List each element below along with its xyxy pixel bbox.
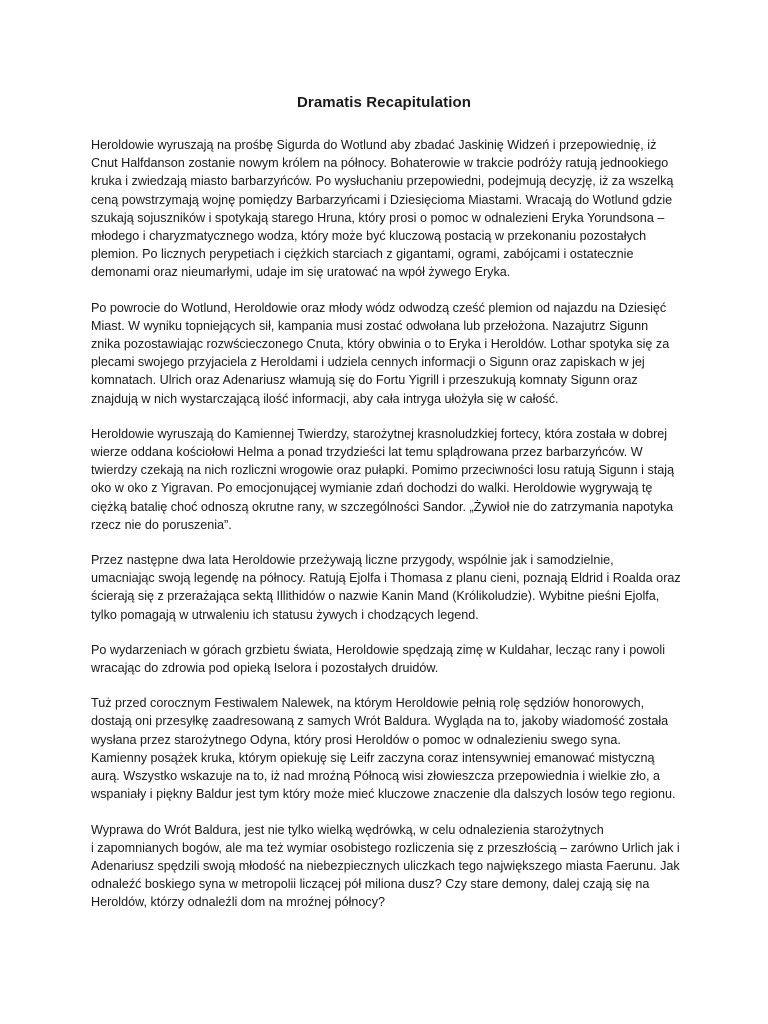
body-paragraph — [91, 551, 691, 624]
paragraph-line: Wyprawa do Wrót Baldura, jest nie tylko wielką wędrówką, w celu odnalezienia starożytnych — [91, 822, 604, 837]
paragraph-line: ścierają się z przerażająca sektą Illithidów o nazwie Kanin Mand (Królikoludzie). Wybitne pieśni Ejolfa, — [91, 589, 660, 604]
paragraph-line: dostają oni przesyłkę zaadresowaną z samych Wrót Baldura. Wygląda na to, jakoby wiadomość została — [91, 714, 669, 729]
paragraph-line: rzecz nie do poruszenia”. — [91, 517, 232, 532]
body-paragraph — [91, 136, 691, 282]
paragraph-line: ciężką batalię choć odnoszą okrutne rany, w szczególności Sandor. „Żywioł nie do zatrzymania napotyka — [91, 499, 674, 514]
paragraph-line: plemion. Po licznych perypetiach i ciężkich starciach z gigantami, ogrami, zabójcami i ostatecznie — [91, 247, 634, 262]
paragraph-line: Heroldów, którzy odnaleźli dom na mroźnej północy? — [91, 895, 386, 910]
paragraph-line: i zapomnianych bogów, ale ma też wymiar osobistego rozliczenia się z przeszłością – zarówno Urlich jak i — [91, 840, 680, 855]
paragraph-line: wierze oddana kościołowi Helma a ponad trzydzieści lat temu splądrowana przez barbarzyńców. W — [91, 445, 643, 460]
body-paragraph — [91, 694, 691, 803]
paragraph-line: oko w oko z Yigravan. Po emocjonującej wymianie zdań dochodzi do walki. Heroldowie wygrywają tę — [91, 481, 653, 496]
paragraph-line: wracając do zdrowia pod opieką Iselora i pozostałych druidów. — [91, 661, 439, 676]
body-paragraph — [91, 641, 691, 677]
paragraph-line: szukają sojuszników i spotykają starego Hruna, który prosi o pomoc w odnalezieni Eryka Yorundsona – — [91, 210, 665, 225]
paragraph-line: Heroldowie wyruszają do Kamiennej Twierdzy, starożytnej krasnoludzkiej fortecy, która została w dobrej — [91, 426, 668, 441]
document-title: Dramatis Recapitulation — [296, 94, 471, 111]
body-paragraph — [91, 425, 691, 534]
body-paragraph — [91, 821, 691, 912]
paragraph-line: kruka i zwiedzają miasto barbarzyńców. Po wysłuchaniu przepowiedni, podejmują decyzję, iż za wszelką — [91, 174, 674, 189]
paragraph-line: Cnut Halfdanson zostanie nowym królem na północy. Bohaterowie w trakcie podróży ratują jednookiego — [91, 156, 669, 171]
paragraph-line: umacniając swoją legendę na północy. Ratują Ejolfa i Thomasa z planu cieni, poznają Eldrid i Roalda oraz — [91, 571, 681, 586]
paragraph-line: Heroldowie wyruszają na prośbę Sigurda do Wotlund aby zbadać Jaskinię Widzeń i przepowiednię, iż — [91, 138, 657, 152]
paragraph-line: ceną powstrzymają wojnę pomiędzy Barbarzyńcami i Dziesięcioma Miastami. Wracają do Wotlund gdzie — [91, 192, 673, 207]
paragraph-line: Po wydarzeniach w górach grzbietu świata, Heroldowie spędzają zimę w Kuldahar, lecząc rany i powoli — [91, 642, 665, 657]
paragraph-line: znika pozostawiając rozwścieczonego Cnuta, który obwinia o to Eryka i Heroldów. Lothar spotyka się za — [91, 337, 670, 352]
paragraph-line: tylko pomagają w utrwaleniu ich statusu żywych i chodzących legend. — [91, 607, 479, 622]
paragraph-line: komnatach. Ulrich oraz Adenariusz włamują się do Fortu Yigrill i przeszukują komnaty Sigunn oraz — [91, 373, 638, 388]
paragraph-line: znajdują w nich wystarczającą ilość informacji, aby cała intryga ułożyła się w całość. — [91, 391, 559, 406]
paragraph-line: Kamienny posążek kruka, którym opiekuję się Leifr zaczyna coraz intensywniej emanować mistyczną — [91, 750, 655, 765]
paragraph-line: demonami oraz nieumarłymi, udaje im się uratować na wpół żywego Eryka. — [91, 265, 511, 280]
paragraph-line: plecami swojego przyjaciela z Heroldami i udziela cennych informacji o Sigunn oraz zapiskach w jej — [91, 355, 645, 370]
paragraph-line: Miast. W wyniku topniejących sił, kampania musi zostać odwołana lub przełożona. Nazajutrz Sigunn — [91, 318, 649, 333]
paragraph-line: Tuż przed corocznym Festiwalem Nalewek, na którym Heroldowie pełnią rolę sędziów honorowych, — [91, 696, 645, 711]
paragraph-line: odnaleźć boskiego syna w metropolii liczącej pół miliona dusz? Czy stare demony, dalej czają się na — [91, 877, 650, 892]
paragraph-line: wysłana przez starożytnego Odyna, który prosi Heroldów o pomoc w odnalezieniu swego syna. — [91, 732, 621, 747]
paragraph-line: Po powrocie do Wotlund, Heroldowie oraz młody wódz odwodzą cześć plemion od najazdu na Dziesięć — [91, 300, 667, 315]
paragraph-line: wspaniały i piękny Baldur jest tym który może mieć kluczowe znaczenie dla dalszych losów tego regionu. — [91, 787, 676, 802]
body-paragraph — [91, 299, 691, 408]
paragraph-line: młodego i charyzmatycznego wodza, który może być kluczową postacią w przekonaniu pozostałych — [91, 229, 647, 244]
paragraph-line: twierdzy czekają na nich rozliczni wrogowie oraz pułapki. Pomimo przeciwności losu ratują Sigunn i stają — [91, 463, 675, 478]
document-body — [91, 136, 691, 929]
paragraph-line: Adenariusz spędzili swoją młodość na niebezpiecznych uliczkach tego największego miasta Faerunu. Jak — [91, 858, 680, 873]
paragraph-line: aurą. Wszystko wskazuje na to, iż nad mroźną Północą wisi złowieszcza przepowiednia i wielkie zło, a — [91, 769, 661, 784]
paragraph-line: Przez następne dwa lata Heroldowie przeżywają liczne przygody, wspólnie jak i samodzielnie, — [91, 553, 614, 568]
